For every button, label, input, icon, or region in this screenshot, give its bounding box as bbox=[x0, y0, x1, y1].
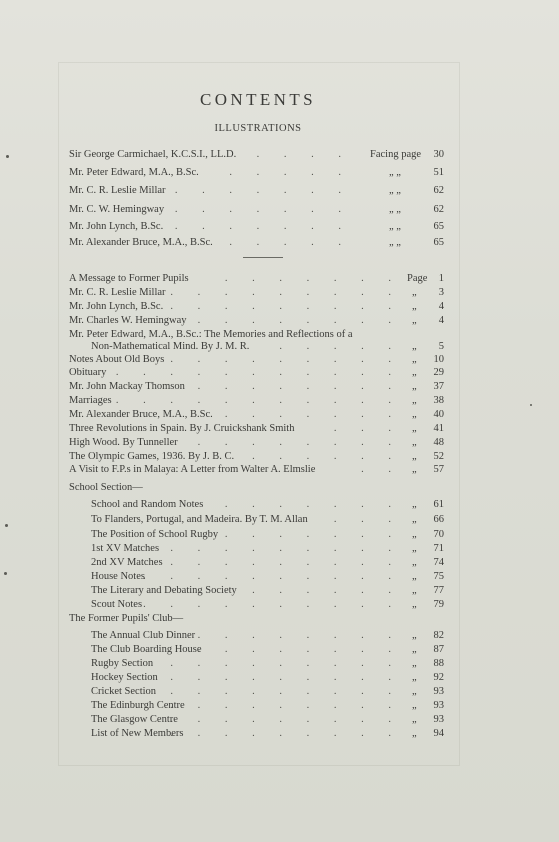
fp-club-heading: The Former Pupils' Club— bbox=[69, 613, 184, 624]
illustration-leader-dots: . . . . bbox=[256, 149, 352, 160]
club-entry-label: Rugby Section bbox=[91, 658, 154, 669]
illustration-page-number: 62 bbox=[433, 185, 444, 196]
scan-speck bbox=[5, 524, 8, 527]
club-entry-row bbox=[0, 671, 559, 684]
club-entry-leader-dots: . . . . . . . . . bbox=[170, 658, 402, 669]
school-entry-row bbox=[0, 542, 559, 555]
school-entry-page-number: 74 bbox=[433, 557, 444, 568]
contents-entry-label: High Wood. By Tunneller bbox=[69, 437, 178, 448]
contents-entry-row bbox=[0, 272, 559, 285]
illustration-page-number: 62 bbox=[433, 204, 444, 215]
contents-entry-leader-dots: . . . . . . . . bbox=[197, 315, 402, 326]
contents-entry-page-prefix: „ bbox=[412, 341, 417, 352]
illustration-page-prefix: Facing page bbox=[370, 149, 422, 160]
school-entry-row bbox=[0, 556, 559, 569]
club-entry-row bbox=[0, 713, 559, 726]
contents-entry-label: Marriages bbox=[69, 395, 112, 406]
school-entry-label: The Literary and Debating Society bbox=[91, 585, 237, 596]
illustration-label: Mr. Peter Edward, M.A., B.Sc. bbox=[69, 167, 199, 178]
contents-entry-row bbox=[0, 436, 559, 449]
school-entry-leader-dots: . . . . . . . . . . bbox=[143, 571, 402, 582]
club-entry-page-number: 93 bbox=[433, 714, 444, 725]
contents-entry-label: Obituary bbox=[69, 367, 107, 378]
contents-entry-page-prefix: Page bbox=[407, 273, 428, 284]
contents-entry-page-number: 48 bbox=[433, 437, 444, 448]
contents-entry-page-prefix: „ bbox=[412, 367, 417, 378]
contents-entry-leader-dots: . . . . . . . . bbox=[197, 381, 402, 392]
school-entry-page-number: 75 bbox=[433, 571, 444, 582]
school-entry-page-prefix: „ bbox=[412, 514, 417, 525]
contents-entry-leader-dots: . . . . . . . . . . . bbox=[115, 395, 402, 406]
contents-entry-row bbox=[0, 353, 559, 366]
contents-entry-page-number: 57 bbox=[433, 464, 444, 475]
school-entry-page-prefix: „ bbox=[412, 529, 417, 540]
contents-entry-page-number: 37 bbox=[433, 381, 444, 392]
contents-entry-page-number: 41 bbox=[433, 423, 444, 434]
club-entry-label: The Edinburgh Centre bbox=[91, 700, 185, 711]
illustration-leader-dots: . . . . . bbox=[229, 167, 352, 178]
illustration-page-prefix: „ „ bbox=[389, 185, 401, 196]
contents-entry-label: A Visit to F.P.s in Malaya: A Letter from Walter A. Elmslie bbox=[69, 464, 316, 475]
club-entry-label: Hockey Section bbox=[91, 672, 158, 683]
club-entry-leader-dots: . . . . . . . . . bbox=[170, 714, 402, 725]
illustration-row bbox=[0, 184, 559, 197]
contents-entry-leader-dots: . . . . . . . . bbox=[197, 437, 402, 448]
club-entry-label: List of New Members bbox=[91, 728, 184, 739]
contents-entry-row bbox=[0, 286, 559, 299]
contents-entry-page-prefix: „ bbox=[412, 451, 417, 462]
contents-entry-leader-dots: . . . . . bbox=[279, 341, 402, 352]
contents-entry-label: Notes About Old Boys bbox=[69, 354, 165, 365]
illustration-page-number: 65 bbox=[433, 221, 444, 232]
school-entry-page-number: 61 bbox=[433, 499, 444, 510]
illustration-label: Sir George Carmichael, K.C.S.I., LL.D. bbox=[69, 149, 237, 160]
school-entry-leader-dots: . . . . . . bbox=[252, 585, 402, 596]
school-entry-row bbox=[0, 584, 559, 597]
school-entry-label: Scout Notes bbox=[91, 599, 143, 610]
contents-entry-row bbox=[0, 394, 559, 407]
school-entry-label: The Position of School Rugby bbox=[91, 529, 219, 540]
school-entry-page-prefix: „ bbox=[412, 557, 417, 568]
club-entry-label: Cricket Section bbox=[91, 686, 157, 697]
school-entry-page-number: 71 bbox=[433, 543, 444, 554]
club-entry-page-number: 93 bbox=[433, 686, 444, 697]
illustration-page-number: 51 bbox=[433, 167, 444, 178]
club-entry-label: The Club Boarding House bbox=[91, 644, 202, 655]
school-entry-label: House Notes bbox=[91, 571, 145, 582]
contents-entry-page-number: 29 bbox=[433, 367, 444, 378]
school-entry-row bbox=[0, 598, 559, 611]
club-entry-page-prefix: „ bbox=[412, 728, 417, 739]
contents-entry-page-number: 4 bbox=[438, 315, 444, 326]
contents-entry-page-number: 52 bbox=[433, 451, 444, 462]
club-entry-label: The Annual Club Dinner bbox=[91, 630, 196, 641]
contents-entry-leader-dots: . . . . . . . bbox=[224, 409, 402, 420]
contents-entry-label: Mr. Charles W. Hemingway bbox=[69, 315, 187, 326]
contents-entry-row bbox=[0, 450, 559, 463]
contents-entry-label: The Olympic Games, 1936. By J. B. C. bbox=[69, 451, 235, 462]
illustration-leader-dots: . . . . . bbox=[229, 237, 352, 248]
contents-entry-page-number: 4 bbox=[438, 301, 444, 312]
school-section-heading: School Section— bbox=[69, 482, 143, 493]
school-entry-label: School and Random Notes bbox=[91, 499, 204, 510]
club-entry-row bbox=[0, 643, 559, 656]
illustration-leader-dots: . . . . . . . bbox=[174, 185, 352, 196]
school-entry-row bbox=[0, 570, 559, 583]
illustration-page-prefix: „ „ bbox=[389, 204, 401, 215]
contents-entry-page-number: 10 bbox=[433, 354, 444, 365]
contents-entry-label: Mr. John Mackay Thomson bbox=[69, 381, 185, 392]
club-entry-leader-dots: . . . . . . . . . bbox=[170, 728, 402, 739]
contents-entry-row bbox=[0, 380, 559, 393]
contents-entry-leader-dots: . . . . . . . . . . . bbox=[115, 367, 402, 378]
illustration-page-prefix: „ „ bbox=[389, 237, 401, 248]
club-entry-page-number: 87 bbox=[433, 644, 444, 655]
club-entry-page-number: 88 bbox=[433, 658, 444, 669]
illustration-label: Mr. C. R. Leslie Millar bbox=[69, 185, 166, 196]
page-title: CONTENTS bbox=[200, 90, 316, 109]
contents-entry-row bbox=[0, 408, 559, 421]
school-entry-leader-dots: . . . . . . . bbox=[224, 499, 402, 510]
school-entry-label: To Flanders, Portugal, and Madeira. By T. M. Allan bbox=[91, 514, 308, 525]
contents-entry-leader-dots: . . bbox=[361, 464, 402, 475]
contents-entry-label: Mr. John Lynch, B.Sc. bbox=[69, 301, 164, 312]
club-entry-page-prefix: „ bbox=[412, 672, 417, 683]
school-entry-page-prefix: „ bbox=[412, 585, 417, 596]
club-entry-page-prefix: „ bbox=[412, 686, 417, 697]
school-entry-page-number: 79 bbox=[433, 599, 444, 610]
contents-entry-page-prefix: „ bbox=[412, 287, 417, 298]
school-entry-label: 1st XV Matches bbox=[91, 543, 160, 554]
contents-entry-page-prefix: „ bbox=[412, 301, 417, 312]
contents-entry-page-prefix: „ bbox=[412, 423, 417, 434]
club-entry-leader-dots: . . . . . . . . bbox=[197, 630, 402, 641]
illustration-row bbox=[0, 166, 559, 179]
contents-entry-label: Mr. C. R. Leslie Millar bbox=[69, 287, 166, 298]
contents-entry-page-prefix: „ bbox=[412, 354, 417, 365]
illustration-label: Mr. John Lynch, B.Sc. bbox=[69, 221, 164, 232]
club-entry-leader-dots: . . . . . . . . bbox=[197, 644, 402, 655]
scan-speck bbox=[6, 155, 9, 158]
contents-entry-label: Non-Mathematical Mind. By J. M. R. bbox=[91, 341, 250, 352]
contents-entry-row bbox=[0, 366, 559, 379]
illustration-page-number: 65 bbox=[433, 237, 444, 248]
illustration-row bbox=[0, 203, 559, 216]
school-entry-page-number: 70 bbox=[433, 529, 444, 540]
contents-entry-leader-dots: . . . . . . . . . . bbox=[143, 287, 402, 298]
contents-entry-page-prefix: „ bbox=[412, 437, 417, 448]
contents-entry-page-number: 5 bbox=[438, 341, 444, 352]
illustrations-heading: ILLUSTRATIONS bbox=[214, 123, 302, 134]
club-entry-leader-dots: . . . . . . . . . bbox=[170, 700, 402, 711]
club-entry-page-prefix: „ bbox=[412, 644, 417, 655]
illustration-leader-dots: . . . . . . . bbox=[174, 204, 352, 215]
contents-entry-leader-dots: . . . . . . . . . . bbox=[143, 301, 402, 312]
contents-entry-row bbox=[0, 314, 559, 327]
scan-speck bbox=[4, 572, 7, 575]
school-entry-page-prefix: „ bbox=[412, 543, 417, 554]
club-entry-page-number: 94 bbox=[433, 728, 444, 739]
contents-entry-page-number: 40 bbox=[433, 409, 444, 420]
illustration-label: Mr. Alexander Bruce, M.A., B.Sc. bbox=[69, 237, 213, 248]
illustration-page-prefix: „ „ bbox=[389, 167, 401, 178]
club-entry-row bbox=[0, 657, 559, 670]
club-entry-page-prefix: „ bbox=[412, 658, 417, 669]
contents-entry-leader-dots: . . . bbox=[333, 423, 402, 434]
contents-entry-row bbox=[0, 463, 559, 476]
contents-entry-page-prefix: „ bbox=[412, 381, 417, 392]
contents-entry-row bbox=[0, 340, 559, 353]
school-entry-page-prefix: „ bbox=[412, 571, 417, 582]
club-entry-leader-dots: . . . . . . . . . bbox=[170, 686, 402, 697]
contents-entry-page-number: 38 bbox=[433, 395, 444, 406]
contents-entry-label: Three Revolutions in Spain. By J. Cruickshank Smith bbox=[69, 423, 295, 434]
club-entry-row bbox=[0, 629, 559, 642]
illustration-row bbox=[0, 220, 559, 233]
club-entry-page-number: 93 bbox=[433, 700, 444, 711]
club-entry-leader-dots: . . . . . . . . . bbox=[170, 672, 402, 683]
contents-entry-row bbox=[0, 300, 559, 313]
club-entry-label: The Glasgow Centre bbox=[91, 714, 178, 725]
school-entry-leader-dots: . . . . . . . . . bbox=[170, 557, 402, 568]
contents-entry-label: A Message to Former Pupils bbox=[69, 273, 189, 284]
school-entry-leader-dots: . . . . . . . . . . bbox=[143, 599, 402, 610]
contents-entry-page-prefix: „ bbox=[412, 409, 417, 420]
contents-entry-page-number: 1 bbox=[438, 273, 444, 284]
illustration-row bbox=[0, 236, 559, 249]
school-entry-row bbox=[0, 498, 559, 511]
school-entry-page-number: 77 bbox=[433, 585, 444, 596]
illustration-row bbox=[0, 148, 559, 161]
school-entry-leader-dots: . . . . . . . . . bbox=[170, 543, 402, 554]
club-entry-page-number: 82 bbox=[433, 630, 444, 641]
illustration-page-number: 30 bbox=[433, 149, 444, 160]
contents-entry-leader-dots: . . . . . . . . . bbox=[170, 354, 402, 365]
illustration-leader-dots: . . . . . . . bbox=[174, 221, 352, 232]
contents-entry-label: Mr. Alexander Bruce, M.A., B.Sc. bbox=[69, 409, 213, 420]
scan-speck bbox=[530, 404, 532, 406]
school-entry-leader-dots: . . . bbox=[333, 514, 402, 525]
contents-entry-page-prefix: „ bbox=[412, 464, 417, 475]
school-entry-row bbox=[0, 528, 559, 541]
contents-entry-label: Mr. Peter Edward, M.A., B.Sc.: The Memories and Reflections of a bbox=[69, 329, 353, 340]
club-entry-row bbox=[0, 727, 559, 740]
contents-entry-row bbox=[0, 422, 559, 435]
section-divider bbox=[243, 257, 283, 258]
illustration-label: Mr. C. W. Hemingway bbox=[69, 204, 165, 215]
club-entry-page-number: 92 bbox=[433, 672, 444, 683]
club-entry-page-prefix: „ bbox=[412, 700, 417, 711]
school-entry-leader-dots: . . . . . . . bbox=[224, 529, 402, 540]
contents-entry-page-number: 3 bbox=[438, 287, 444, 298]
club-entry-page-prefix: „ bbox=[412, 714, 417, 725]
school-entry-page-number: 66 bbox=[433, 514, 444, 525]
contents-entry-page-prefix: „ bbox=[412, 395, 417, 406]
contents-entry-page-prefix: „ bbox=[412, 315, 417, 326]
illustration-page-prefix: „ „ bbox=[389, 221, 401, 232]
school-entry-row bbox=[0, 513, 559, 526]
contents-entry-leader-dots: . . . . . . bbox=[252, 451, 402, 462]
school-entry-page-prefix: „ bbox=[412, 599, 417, 610]
club-entry-row bbox=[0, 699, 559, 712]
club-entry-page-prefix: „ bbox=[412, 630, 417, 641]
school-entry-page-prefix: „ bbox=[412, 499, 417, 510]
school-entry-label: 2nd XV Matches bbox=[91, 557, 163, 568]
club-entry-row bbox=[0, 685, 559, 698]
contents-entry-leader-dots: . . . . . . . bbox=[224, 273, 402, 284]
